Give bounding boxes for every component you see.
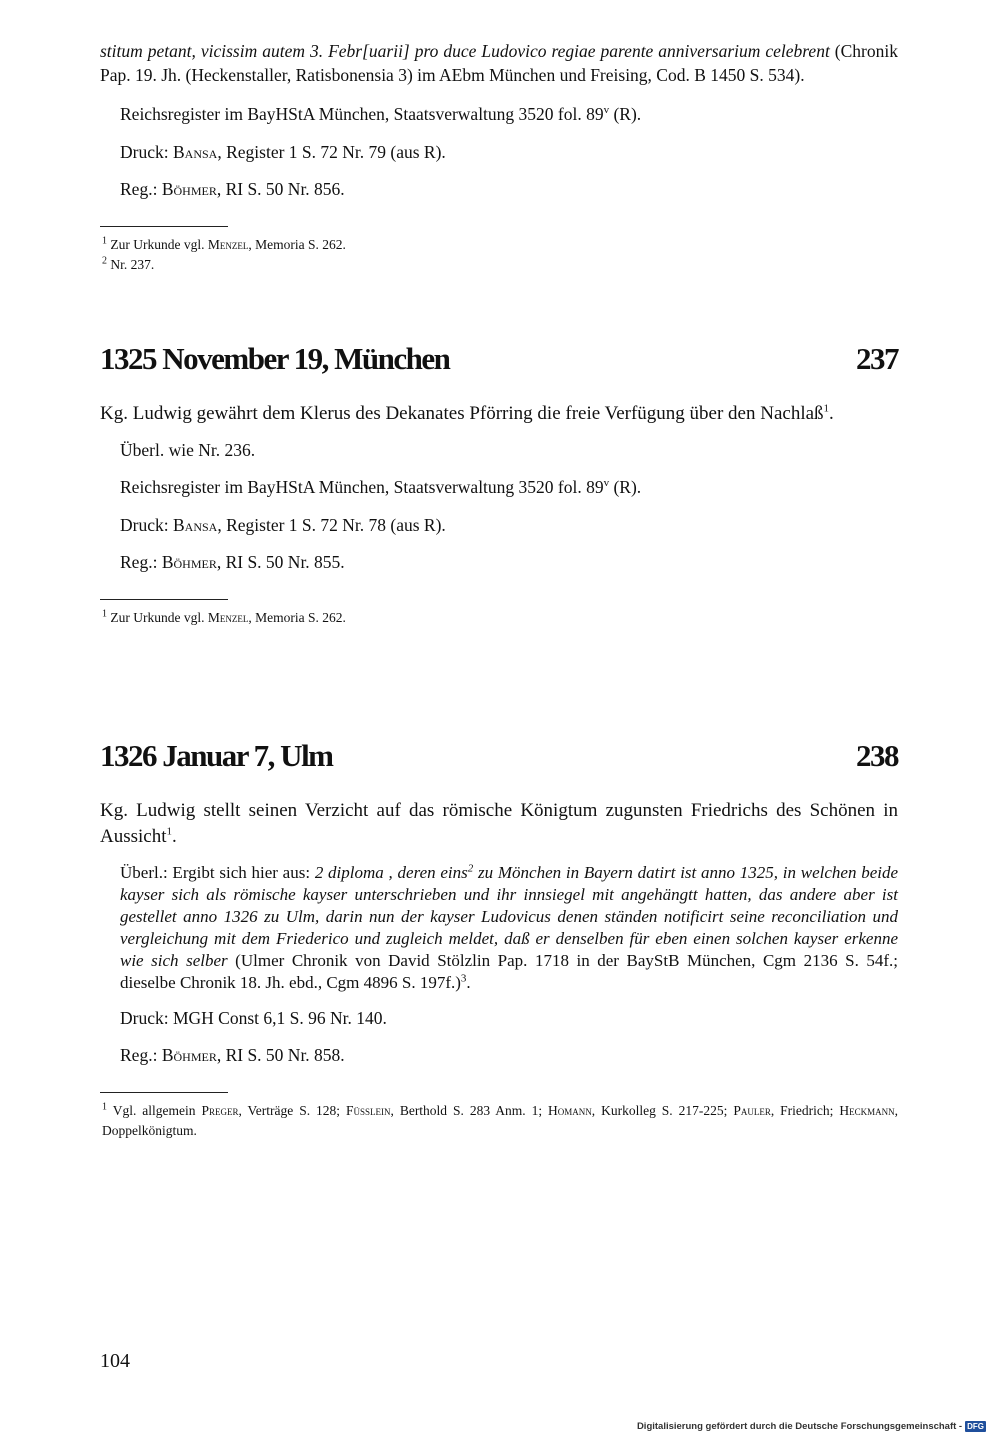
entry-heading-238 <box>100 738 898 774</box>
entry-summary-238: Kg. Ludwig stellt seinen Verzicht auf das römische Königtum zugunsten Friedrichs des Schönen in Aussicht$^1$. <box>100 799 898 847</box>
entry-heading-237 <box>100 341 898 377</box>
document-page <box>100 40 898 1141</box>
page-number: 104 <box>100 1350 130 1372</box>
entry-238-druck: Druck: MGH Const 6,1 S. 96 Nr. 140. <box>120 1007 387 1028</box>
entry-237-druck: Druck: Bansa, Register 1 S. 72 Nr. 78 (aus R). <box>120 514 446 535</box>
entry-number: 238 <box>856 737 898 773</box>
entry-237-footnote-1: $^1$ Zur Urkunde vgl. Menzel, Memoria S. 262. <box>102 608 346 625</box>
footnote-divider <box>100 226 228 227</box>
entry-date-place: 1326 Januar 7, Ulm <box>100 737 333 773</box>
entry-238-reg: Reg.: Böhmer, RI S. 50 Nr. 858. <box>120 1045 345 1065</box>
entry-number: 237 <box>856 340 898 376</box>
footnote-2: $^2$ Nr. 237. <box>102 255 155 272</box>
footnote-divider <box>100 1092 228 1093</box>
previous-entry-reichsregister: Reichsregister im BayHStA München, Staatsverwaltung 3520 fol. 89$^v$ (R). <box>120 104 642 124</box>
previous-entry-druck: Druck: Bansa, Register 1 S. 72 Nr. 79 (aus R). <box>120 141 446 162</box>
footnote-1: $^1$ Zur Urkunde vgl. Menzel, Memoria S. 262. <box>102 235 346 252</box>
dfg-logo: DFG <box>967 1422 984 1431</box>
entry-237-reichsregister: Reichsregister im BayHStA München, Staatsverwaltung 3520 fol. 89$^v$ (R). <box>120 477 642 497</box>
entry-238-footnote-1: $^1$ Vgl. allgemein Preger, Verträge S. 128; Füsslein, Berthold S. 283 Anm. 1; Homann, Kurkolleg S. 217-225; Pauler, Friedrich; Heckmann, Doppelkönigtum. <box>102 1101 898 1138</box>
footnote-divider <box>100 599 228 600</box>
entry-date-place: 1325 November 19, München <box>100 340 450 376</box>
entry-237-ueberl: Überl. wie Nr. 236. <box>120 439 256 460</box>
previous-entry-text: stitum petant, vicissim autem 3. Febr[uarii] pro duce Ludovico regiae parente anniversarium celebrent (Chronik Pap. 19. Jh. (Heckenstaller, Ratisbonensia 3) im AEbm München und Freising, Cod. B 1450 S. 534). <box>100 41 898 85</box>
credit-text: Digitalisierung gefördert durch die Deutsche Forschungsgemeinschaft - <box>636 1421 963 1432</box>
entry-237-reg: Reg.: Böhmer, RI S. 50 Nr. 855. <box>120 552 345 572</box>
previous-entry-reg: Reg.: Böhmer, RI S. 50 Nr. 856. <box>120 179 345 199</box>
entry-238-ueberl: Überl.: Ergibt sich hier aus: 2 diploma , deren eins$^2$ zu Mönchen in Bayern datirt ist anno 1325, in welchen beide kayser sich als römische kayser unterschrieben und ihr innsiegel mit angehängtt hatten, das andere aber ist gestellet anno 1326 zu Ulm, darin nun der kayser Ludovicus denen ständen notificirt seine reconciliation und vergleichung mit dem Friederico und zugleich meldet, daß er denselben für eben einen solchen kayser erkenne wie sich selber (Ulmer Chronik von David Stölzlin Pap. 1718 in der BayStB München, Cgm 2136 S. 54f.; dieselbe Chronik 18. Jh. ebd., Cgm 4896 S. 197f.)$^3$. <box>120 861 899 992</box>
digitization-credit <box>637 1421 986 1432</box>
entry-summary-237: Kg. Ludwig gewährt dem Klerus des Dekanates Pförring die freie Verfügung über den Nachlaß$^1$. <box>100 402 834 424</box>
